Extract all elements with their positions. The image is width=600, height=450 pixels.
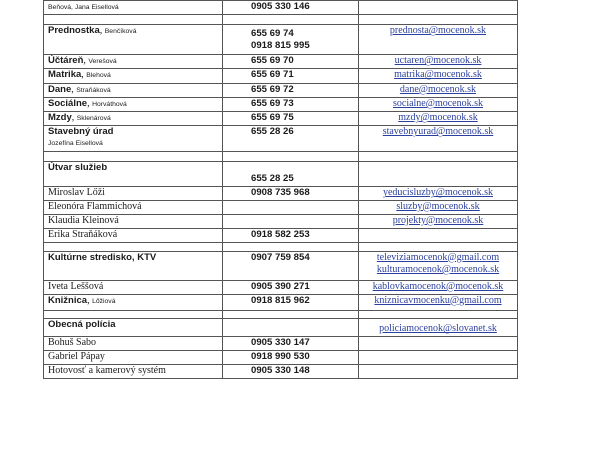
email-cell (359, 228, 518, 242)
person-name: Bohuš Sabo (48, 336, 97, 348)
phone-cell (223, 280, 359, 294)
phone-number: 655 69 70 (251, 55, 294, 67)
phone-number: 655 69 73 (251, 97, 294, 109)
email-link[interactable]: projekty@mocenok.sk (392, 214, 484, 226)
person-name: Hotovosť a kamerový systém (48, 364, 166, 376)
phone-number: 0908 735 968 (251, 186, 310, 198)
table-row (44, 25, 518, 55)
table-row (44, 55, 518, 69)
person-name: Straňáková (76, 86, 111, 94)
email-cell (359, 126, 518, 151)
phone-cell (223, 251, 359, 280)
phone-cell (223, 336, 359, 350)
office-name: Účtáreň (48, 55, 84, 67)
table-row (44, 126, 518, 151)
contact-table (43, 0, 518, 379)
email-link[interactable]: uctaren@mocenok.sk (394, 55, 482, 67)
table-row (44, 228, 518, 242)
table-row (44, 310, 518, 318)
phone-cell (223, 83, 359, 97)
email-cell (359, 318, 518, 336)
office-name: Knižnica (48, 294, 88, 306)
phone-number: 0918 815 962 (251, 294, 310, 306)
email-cell (359, 186, 518, 200)
phone-cell (223, 69, 359, 83)
phone-cell (223, 350, 359, 364)
email-link[interactable]: prednosta@mocenok.sk (389, 25, 487, 37)
person-name: Miroslav Lőži (48, 186, 105, 198)
phone-number: 0907 759 854 (251, 251, 310, 263)
office-cell: Sociálne, Horváthová (44, 97, 223, 111)
phone-cell (223, 112, 359, 126)
table-row (44, 280, 518, 294)
table-row (44, 186, 518, 200)
phone-number: 0905 330 147 (251, 336, 310, 348)
table-row (44, 15, 518, 25)
phone-number: 0905 330 146 (251, 1, 310, 12)
phone-cell (223, 25, 359, 55)
person-name: Beňová, Jana Eisellová (48, 4, 119, 11)
phone-number: 655 69 71 (251, 69, 294, 81)
email-cell (359, 83, 518, 97)
email-link[interactable]: kulturamocenok@mocenok.sk (376, 263, 500, 275)
table-row (44, 112, 518, 126)
phone-cell (223, 161, 359, 186)
office-name: Sociálne (48, 97, 88, 109)
phone-number: 655 69 74 (251, 28, 294, 40)
office-cell: Účtáreň, Verešová (44, 55, 223, 69)
office-name: Mzdy (48, 112, 72, 124)
email-cell (359, 350, 518, 364)
person-name: Blehová (86, 72, 111, 80)
phone-cell (223, 294, 359, 310)
email-cell (359, 69, 518, 83)
person-name: Eleonóra Flammichová (48, 200, 142, 212)
table-row (44, 161, 518, 186)
email-cell (359, 161, 518, 186)
person-cell (44, 364, 223, 378)
office-name: Matrika (48, 69, 82, 81)
office-cell (44, 1, 223, 15)
email-link[interactable]: dane@mocenok.sk (399, 83, 477, 95)
table-row (44, 251, 518, 280)
person-name: Iveta Leššová (48, 280, 104, 292)
table-row (44, 242, 518, 251)
email-link[interactable]: kablovkamocenok@mocenok.sk (372, 280, 504, 292)
email-cell (359, 294, 518, 310)
table-row (44, 1, 518, 15)
table-row (44, 336, 518, 350)
email-link[interactable]: mzdy@mocenok.sk (398, 112, 478, 124)
person-name: Gabriel Pápay (48, 350, 105, 362)
person-name: Klaudia Kleinová (48, 214, 119, 226)
phone-cell (223, 97, 359, 111)
email-link[interactable]: socialne@mocenok.sk (392, 97, 484, 109)
table-row (44, 151, 518, 161)
table-row (44, 364, 518, 378)
phone-cell (223, 186, 359, 200)
table-row (44, 83, 518, 97)
office-cell: Mzdy, Sklenárová (44, 112, 223, 126)
contact-directory-sheet (43, 0, 517, 379)
email-cell (359, 280, 518, 294)
table-row (44, 69, 518, 83)
table-row (44, 318, 518, 336)
person-cell (44, 186, 223, 200)
person-name: Verešová (88, 58, 117, 66)
phone-number: 655 69 75 (251, 112, 294, 124)
person-cell (44, 228, 223, 242)
office-cell (44, 251, 223, 280)
phone-number: 0905 330 148 (251, 364, 310, 376)
table-row (44, 97, 518, 111)
person-name: Sklenárová (76, 115, 111, 123)
email-cell (359, 214, 518, 228)
phone-number: 655 69 72 (251, 83, 294, 95)
office-name: Dane (48, 83, 72, 95)
email-link[interactable]: televiziamocenok@gmail.com (376, 251, 500, 263)
email-link[interactable]: stavebnyurad@mocenok.sk (382, 126, 494, 138)
phone-cell (223, 318, 359, 336)
email-cell (359, 55, 518, 69)
email-link[interactable]: yeducisluzby@mocenok.sk (382, 187, 494, 199)
office-cell (44, 126, 223, 151)
phone-number: 655 28 26 (251, 126, 294, 138)
person-name: Lőžiová (92, 297, 116, 305)
office-cell: Knižnica, Lőžiová (44, 294, 223, 310)
email-cell (359, 336, 518, 350)
phone-cell (223, 200, 359, 214)
phone-cell (223, 126, 359, 151)
office-name: Stavebný úrad (48, 126, 114, 138)
office-name: Kultúrne stredisko, KTV (48, 251, 157, 263)
person-name: Benčíková (104, 28, 137, 36)
person-name: Erika Straňáková (48, 228, 118, 240)
person-name: Jozefína Eisellová (48, 140, 103, 148)
email-link[interactable]: kniznicavmocenku@gmail.com (374, 294, 502, 306)
person-cell (44, 214, 223, 228)
phone-number: 0918 582 253 (251, 228, 310, 240)
office-cell: Dane, Straňáková (44, 83, 223, 97)
email-cell (359, 25, 518, 55)
person-name: Horváthová (92, 100, 127, 108)
person-cell (44, 200, 223, 214)
email-cell (359, 112, 518, 126)
person-cell (44, 280, 223, 294)
email-cell (359, 97, 518, 111)
email-link[interactable]: policiamocenok@slovanet.sk (379, 323, 497, 335)
table-row (44, 214, 518, 228)
email-cell (359, 200, 518, 214)
office-name: Útvar služieb (48, 161, 108, 173)
office-cell: Matrika, Blehová (44, 69, 223, 83)
phone-cell (223, 364, 359, 378)
office-cell (44, 318, 223, 336)
email-cell (359, 364, 518, 378)
person-cell (44, 350, 223, 364)
phone-cell (223, 228, 359, 242)
office-cell (44, 161, 223, 186)
office-name: Obecná polícia (48, 318, 116, 330)
table-row (44, 294, 518, 310)
phone-number: 0905 390 271 (251, 280, 310, 292)
email-link[interactable]: sluzby@mocenok.sk (396, 200, 480, 212)
person-cell (44, 336, 223, 350)
office-cell: Prednostka, Benčíková (44, 25, 223, 55)
phone-cell (223, 214, 359, 228)
email-link[interactable]: matrika@mocenok.sk (394, 69, 482, 81)
email-cell (359, 1, 518, 15)
phone-number: 0918 990 530 (251, 350, 310, 362)
table-row (44, 350, 518, 364)
phone-cell (223, 55, 359, 69)
phone-cell (223, 1, 359, 15)
phone-number: 655 28 25 (251, 173, 294, 185)
table-row (44, 200, 518, 214)
phone-number: 0918 815 995 (251, 40, 310, 52)
office-name: Prednostka (48, 25, 100, 37)
email-cell (359, 251, 518, 280)
